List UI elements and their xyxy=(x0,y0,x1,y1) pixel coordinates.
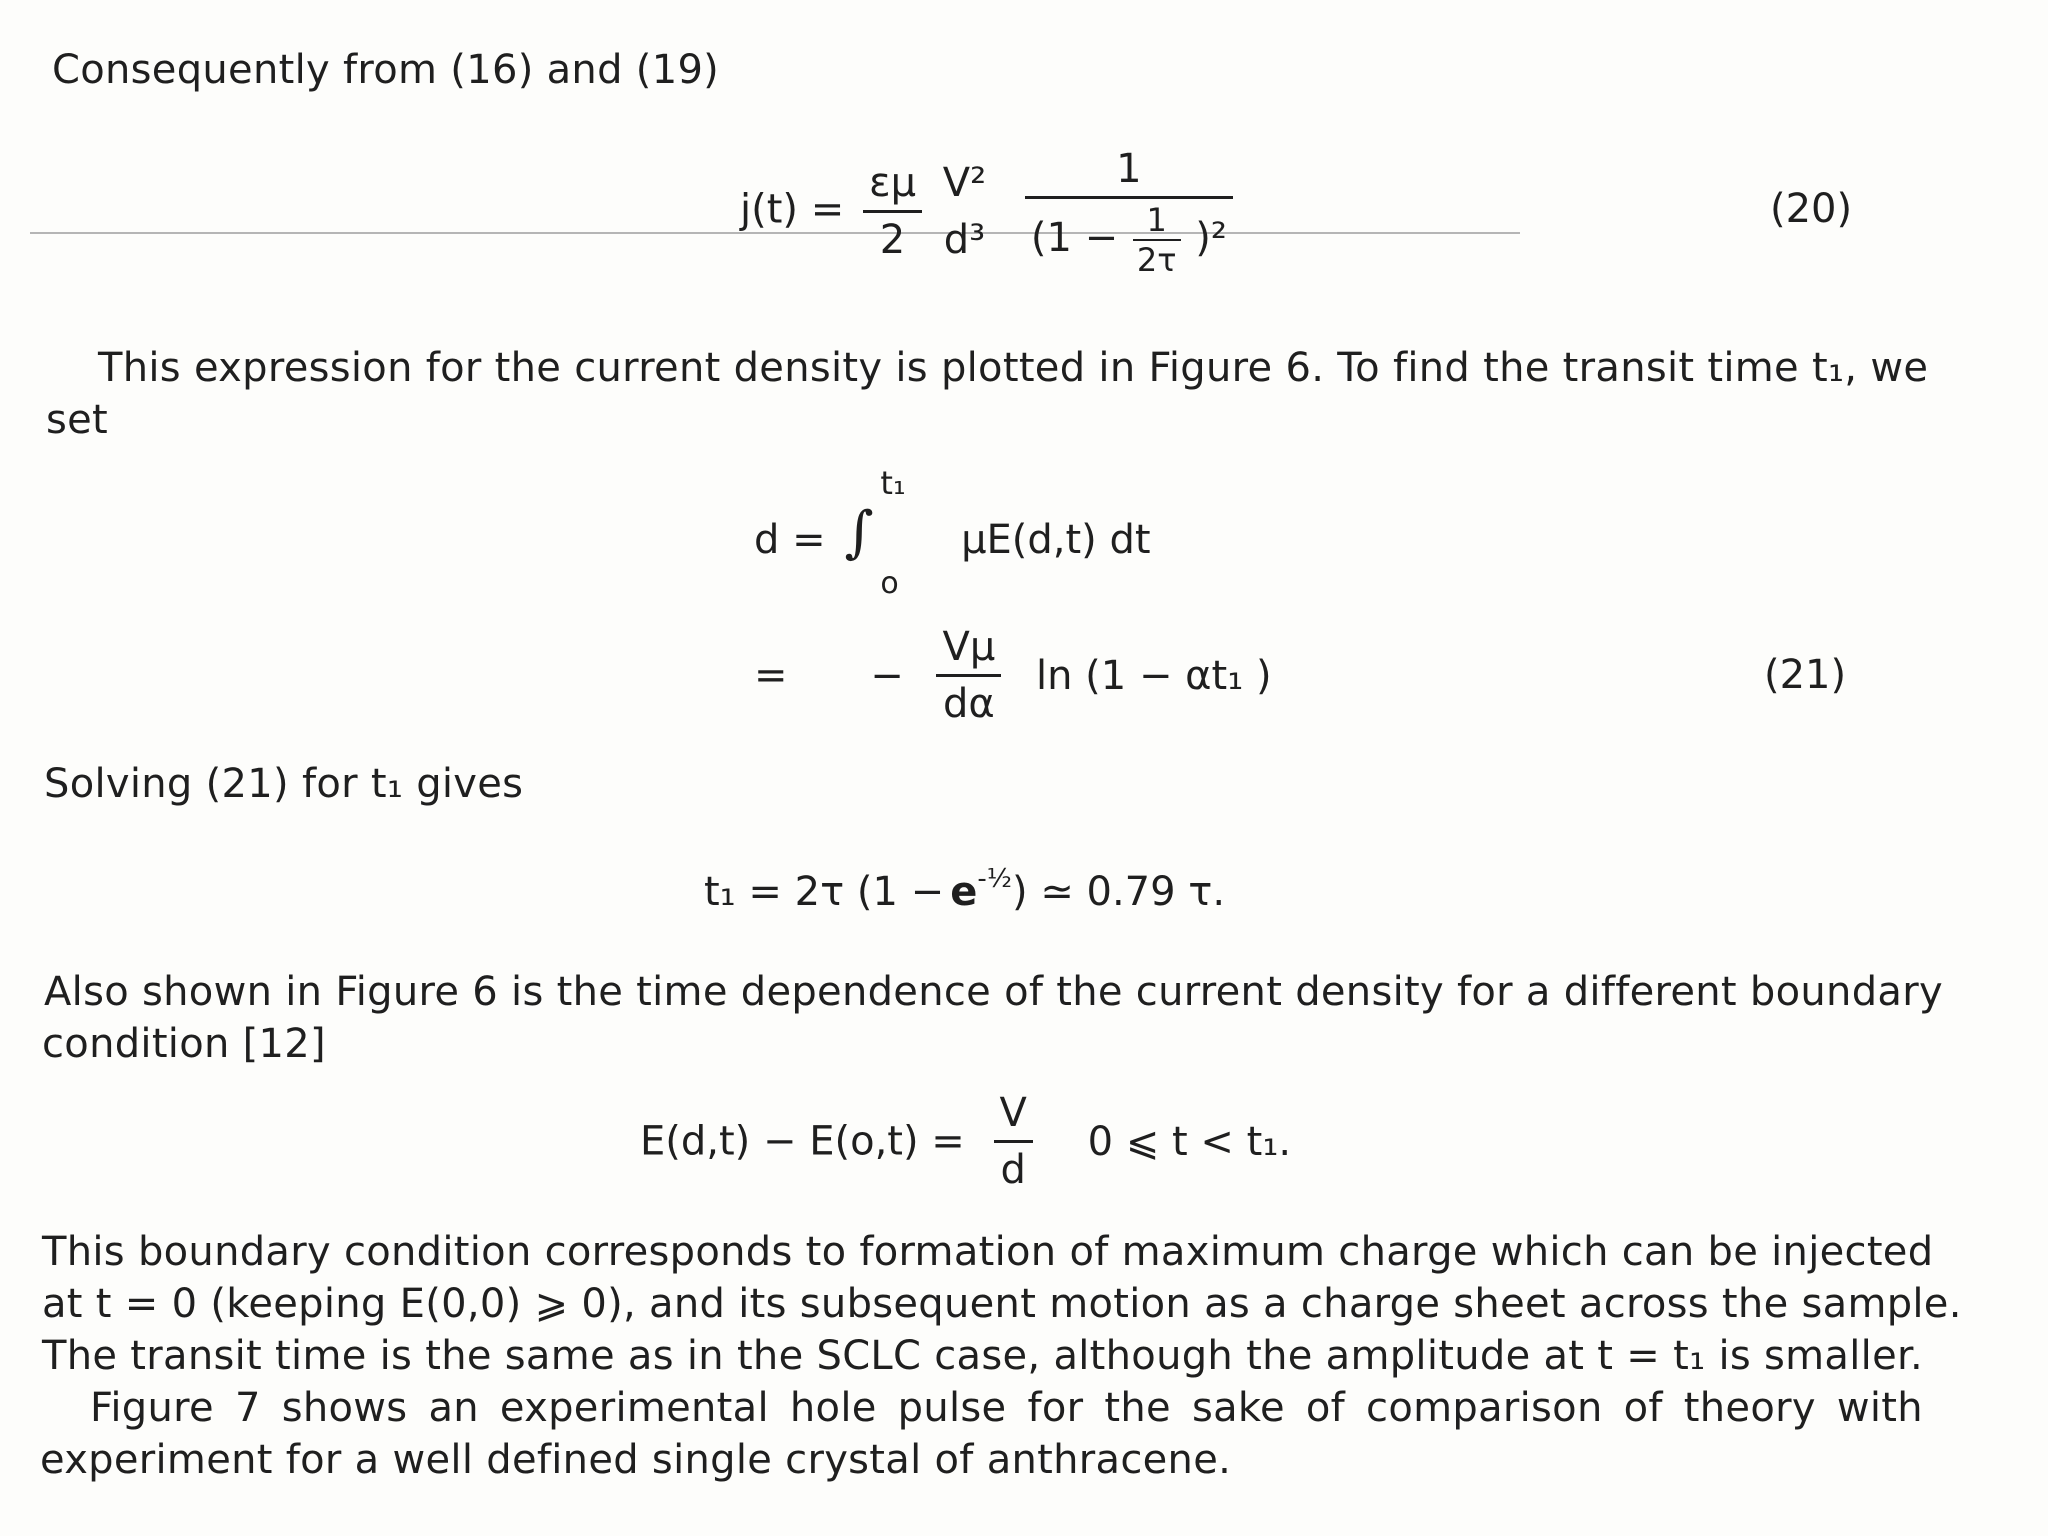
paragraph-2-line-2: condition [12] xyxy=(42,1021,326,1067)
eq21b-log-term: ln (1 − αt₁ ) xyxy=(1036,652,1272,699)
eq23-condition: 0 ⩽ t < t₁. xyxy=(1087,1118,1292,1165)
paragraph-3-line-5: experiment for a well defined single crystal of anthracene. xyxy=(40,1437,1232,1483)
eq20-frac2-numerator: V² xyxy=(942,160,987,206)
eq21b-equals: = xyxy=(754,652,788,699)
eq20-inner-fraction xyxy=(1133,203,1181,277)
eq21b-fraction xyxy=(936,624,1001,727)
integral-upper-limit: t₁ xyxy=(880,464,906,502)
paragraph-1-line-1: This expression for the current density is plotted in Figure 6. To find the transit time t₁, we xyxy=(98,345,1929,391)
eq20-lhs: j(t) = xyxy=(740,186,845,233)
eq22-e: e xyxy=(950,869,978,915)
eq20-frac3-den-close: )² xyxy=(1195,215,1227,261)
equation-21-integral xyxy=(754,464,1151,610)
solving-sentence: Solving (21) for t₁ gives xyxy=(44,761,524,807)
paragraph-3-line-3: The transit time is the same as in the SCLC case, although the amplitude at t = t₁ is smaller. xyxy=(42,1333,1924,1379)
integral-icon: ∫ xyxy=(844,500,874,565)
eq21b-numerator: Vμ xyxy=(936,624,1001,677)
eq20-fraction-3 xyxy=(1025,146,1233,277)
eq23-denominator: d xyxy=(1000,1147,1026,1193)
eq21a-integrand: μE(d,t) dt xyxy=(961,517,1151,563)
eq20-fraction-2 xyxy=(937,160,992,263)
eq22-rhs: ) ≃ 0.79 τ. xyxy=(1011,869,1226,915)
equation-20 xyxy=(740,146,1239,277)
paragraph-3-line-1: This boundary condition corresponds to formation of maximum charge which can be injected xyxy=(42,1229,1934,1275)
eq20-fraction-1 xyxy=(863,160,922,263)
equation-21-number: (21) xyxy=(1764,652,1847,698)
eq20-frac1-numerator: εμ xyxy=(863,160,922,213)
eq23-lhs: E(d,t) − E(o,t) = xyxy=(640,1118,965,1165)
integral-lower-limit: o xyxy=(880,566,899,601)
equation-21-result xyxy=(754,624,1272,727)
eq21a-lhs: d = xyxy=(754,517,826,563)
eq20-inner-numerator: 1 xyxy=(1133,203,1181,241)
equation-20-number: (20) xyxy=(1770,186,1853,232)
equation-transit-time xyxy=(704,864,1225,915)
paragraph-2-line-1: Also shown in Figure 6 is the time dependence of the current density for a different boundary xyxy=(44,969,1943,1015)
integral-sign xyxy=(838,464,908,610)
eq20-frac3-den-open: (1 − xyxy=(1030,215,1119,261)
equation-boundary-condition xyxy=(640,1090,1291,1193)
eq21b-minus: − xyxy=(870,652,904,699)
eq20-frac1-denominator: 2 xyxy=(879,217,906,263)
paragraph-3-line-2: at t = 0 (keeping E(0,0) ⩾ 0), and its subsequent motion as a charge sheet across the sample. xyxy=(42,1281,1962,1327)
eq21b-denominator: dα xyxy=(942,681,995,727)
eq20-frac3-numerator: 1 xyxy=(1025,146,1233,199)
eq22-exponent: -½ xyxy=(977,864,1012,894)
section-heading: Consequently from (16) and (19) xyxy=(52,47,720,93)
paragraph-1-line-2: set xyxy=(46,397,109,443)
eq20-frac2-denominator: d³ xyxy=(943,217,986,263)
eq22-lhs: t₁ = 2τ (1 − xyxy=(704,869,945,915)
eq23-numerator: V xyxy=(994,1090,1033,1143)
eq23-fraction xyxy=(994,1090,1033,1193)
paragraph-3-line-4: Figure 7 shows an experimental hole pulse for the sake of comparison of theory with xyxy=(90,1385,1923,1431)
eq20-inner-denominator: 2τ xyxy=(1136,241,1177,279)
eq20-frac3-denominator xyxy=(1025,199,1233,277)
